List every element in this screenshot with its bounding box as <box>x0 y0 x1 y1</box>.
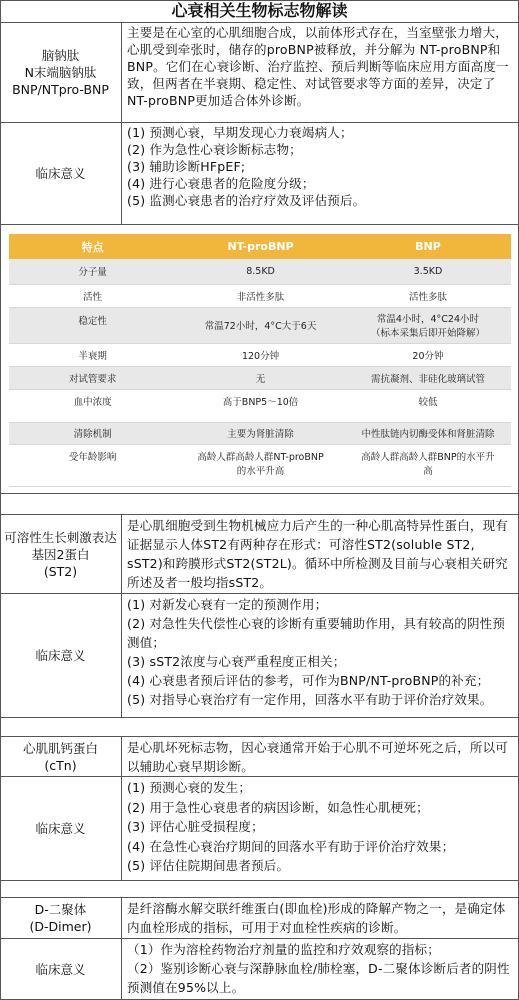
table-row <box>9 444 511 486</box>
table-cell: 对试管要求 <box>9 366 176 389</box>
list-item: (5) 对指导心衰治疗有一定作用，回落水平有助于评价治疗效果。 <box>127 692 493 707</box>
comparison-table <box>9 234 511 487</box>
ddimer-description: 是纤溶酶水解交联纤维蛋白(即血栓)形成的降解产物之一，是确定体内血栓形成的指标，可用于对血栓性疾病的诊断。 <box>127 901 506 935</box>
list-item: (2) 用于急性心衰患者的病因诊断，如急性心肌梗死； <box>127 799 429 815</box>
table-header-row <box>9 234 511 259</box>
st2-clinical-list <box>123 594 517 717</box>
divider <box>0 880 519 881</box>
table-row <box>9 389 511 422</box>
list-item: (3) sST2浓度与心衰严重程度正相关； <box>127 654 346 669</box>
table-cell: 半衰期 <box>9 343 176 366</box>
bnp-label: 脑钠肽 N末端脑钠肽 BNP/NTpro-BNP <box>12 48 109 97</box>
table-row <box>9 343 511 366</box>
list-item: (1) 对新发心衰有一定的预测作用； <box>127 597 328 612</box>
table-row <box>9 422 511 444</box>
table-cell: 较低 <box>345 389 511 422</box>
list-item: (4) 心衰患者预后评估的参考，可作为BNP/NT-proBNP的补充； <box>127 673 490 688</box>
column-divider <box>121 22 122 224</box>
column-divider <box>121 736 122 880</box>
divider <box>0 224 519 225</box>
table-cell: 活性多肽 <box>345 284 511 307</box>
column-divider <box>121 514 122 717</box>
table-header-cell: BNP <box>345 234 511 259</box>
table-cell: 120分钟 <box>176 343 345 366</box>
table-row <box>9 259 511 284</box>
table-cell: 主要为肾脏清除 <box>176 422 345 444</box>
list-item: (4) 在急性心衰治疗期间的回落水平有助于评价治疗效果； <box>127 838 455 854</box>
table-cell: 稳定性 <box>9 307 176 343</box>
table-cell: 非活性多肽 <box>176 284 345 307</box>
table-cell: 高于BNP5～10倍 <box>176 389 345 422</box>
table-cell: 无 <box>176 366 345 389</box>
list-item: (5) 评估住院期间患者预后。 <box>127 858 290 873</box>
divider <box>0 717 519 718</box>
table-cell: 常温72小时，4°C大于6天 <box>176 307 345 343</box>
table-row <box>9 366 511 389</box>
table-cell: 高龄人群高龄人群BNP的水平升 高 <box>345 444 511 486</box>
list-item: (1) 预测心衰，早期发现心力衰竭病人； <box>127 125 353 140</box>
column-divider <box>121 897 122 1000</box>
table-cell: 常温4小时，4°C24小时 （标本采集后即开始降解） <box>345 307 511 343</box>
divider <box>0 493 519 494</box>
ctn-clinical-label: 临床意义 <box>35 821 86 836</box>
ddimer-clinical-label: 临床意义 <box>35 962 86 977</box>
ddimer-clinical-list <box>123 939 517 1000</box>
table-cell: 3.5KD <box>345 259 511 284</box>
ddimer-label: D-二聚体 (D-Dimer) <box>29 902 92 934</box>
list-item: (1) 预测心衰的发生； <box>127 780 252 795</box>
table-cell: 高龄人群高龄人群NT-proBNP 的水平升高 <box>176 444 345 486</box>
table-header-cell: NT-proBNP <box>176 234 345 259</box>
list-item: (3) 评估心脏受损程度； <box>127 819 264 834</box>
list-item: (4) 进行心衰患者的危险度分级； <box>127 176 315 191</box>
table-cell: 清除机制 <box>9 422 176 444</box>
st2-label: 可溶性生长刺激表达基因2蛋白 (ST2) <box>4 529 117 579</box>
st2-clinical-label: 临床意义 <box>35 648 86 663</box>
table-row <box>9 284 511 307</box>
list-item: (2) 作为急性心衰诊断标志物； <box>127 142 302 157</box>
st2-description: 是心肌细胞受到生物机械应力后产生的一种心肌高特异性蛋白，现有证据显示人体ST2有两种存在形式：可溶性ST2(soluble ST2, sST2)和跨膜形式ST2(ST2L)。循环中所检测及目前与心衰相关研究所述及者一般均指sST2。 <box>127 518 509 590</box>
table-cell: 需抗凝剂、非硅化玻璃试管 <box>345 366 511 389</box>
ctn-clinical-list <box>123 777 517 880</box>
bnp-clinical-list <box>123 123 517 224</box>
ctn-description: 是心肌坏死标志物，因心衰通常开始于心肌不可逆坏死之后，所以可以辅助心衰早期诊断。 <box>127 740 509 774</box>
table-cell: 活性 <box>9 284 176 307</box>
table-cell: 20分钟 <box>345 343 511 366</box>
list-item: (2) 对急性失代偿性心衰的诊断有重要辅助作用，具有较高的阴性预测值； <box>127 616 506 650</box>
ctn-label: 心肌肌钙蛋白 (cTn) <box>22 740 98 773</box>
table-cell: 血中浓度 <box>9 389 176 422</box>
page-title: 心衰相关生物标志物解读 <box>171 1 348 20</box>
bnp-description: 主要是在心室的心肌细胞合成，以前体形式存在，当室壁张力增大，心肌受到牵张时，储存的proBNP被释放，并分解为 NT-proBNP和BNP。它们在心衰诊断、治疗监控、预后判断等临床应用方面高度一致，但两者在半衰期、稳定性、对试管要求等方面的差异，决定了NT-proBNP更加适合体外诊断。 <box>127 25 509 108</box>
list-item: （2）鉴别诊断心衰与深静脉血栓/肺栓塞，D-二聚体诊断后者的阴性预测值在95%以上。 <box>127 961 510 995</box>
table-cell: 分子量 <box>9 259 176 284</box>
list-item: (3) 辅助诊断HFpEF; <box>127 159 246 174</box>
list-item: （1）作为溶栓药物治疗剂量的监控和疗效观察的指标； <box>127 942 440 957</box>
table-header-cell: 特点 <box>9 234 176 259</box>
table-cell: 8.5KD <box>176 259 345 284</box>
table-cell: 中性肽链内切酶受体和肾脏清除 <box>345 422 511 444</box>
table-cell: 受年龄影响 <box>9 444 176 486</box>
bnp-clinical-label: 临床意义 <box>35 166 86 181</box>
list-item: (5) 监测心衰患者的治疗疗效及评估预后。 <box>127 193 366 208</box>
table-row <box>9 307 511 343</box>
